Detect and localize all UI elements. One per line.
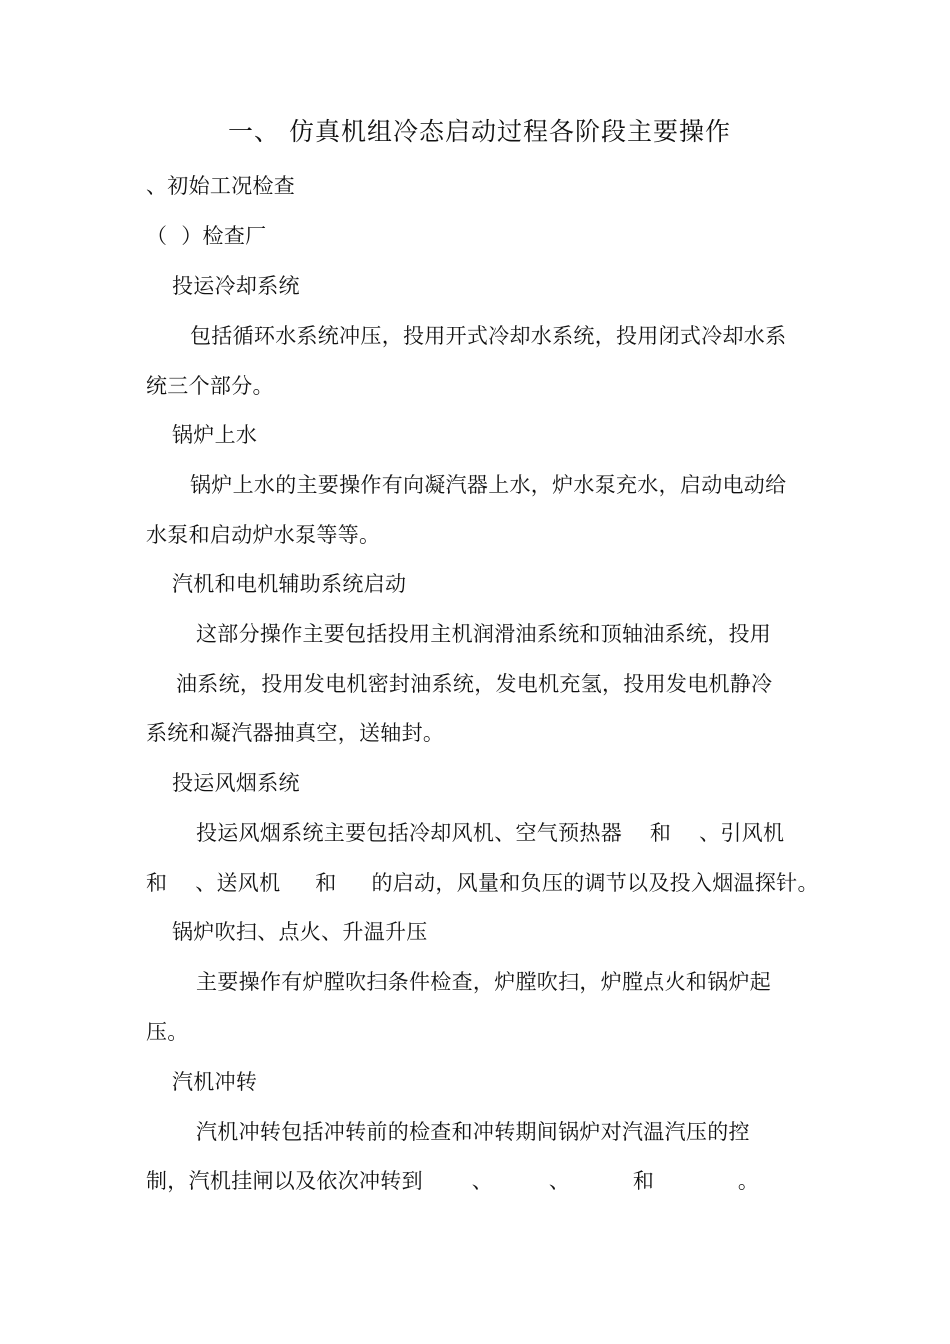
document-title: 一、 仿真机组冷态启动过程各阶段主要操作: [228, 117, 731, 146]
heading-initial-check: 、初始工况检查: [146, 174, 296, 198]
paragraph-line: 和 、送风机 和 的启动，风量和负压的调节以及投入烟温探针。: [146, 871, 819, 895]
subheading-air-flue: 投运风烟系统: [172, 771, 300, 795]
paragraph-line: 汽机冲转包括冲转前的检查和冲转期间锅炉对汽温汽压的控: [196, 1120, 750, 1144]
subheading-turbine-roll: 汽机冲转: [172, 1070, 258, 1094]
paragraph-line: 制，汽机挂闸以及依次冲转到 、 、 和 。: [146, 1169, 760, 1193]
subheading-plant-check: （ ）检查厂: [146, 224, 267, 248]
paragraph-line: 这部分操作主要包括投用主机润滑油系统和顶轴油系统，投用: [196, 622, 772, 646]
subheading-boiler-purge: 锅炉吹扫、点火、升温升压: [172, 920, 428, 944]
paragraph-line: 统三个部分。: [146, 374, 274, 398]
paragraph-line: 投运风烟系统主要包括冷却风机、空气预热器 和 、引风机: [196, 821, 785, 845]
paragraph-line: 包括循环水系统冲压，投用开式冷却水系统，投用闭式冷却水系: [190, 324, 787, 348]
paragraph-line: 油系统，投用发电机密封油系统，发电机充氢，投用发电机静冷: [176, 672, 773, 696]
subheading-turbine-aux: 汽机和电机辅助系统启动: [172, 572, 407, 596]
paragraph-line: 水泵和启动炉水泵等等。: [146, 523, 381, 547]
subheading-boiler-water: 锅炉上水: [172, 423, 258, 447]
paragraph-line: 压。: [146, 1020, 189, 1044]
paragraph-line: 锅炉上水的主要操作有向凝汽器上水，炉水泵充水，启动电动给: [190, 473, 787, 497]
paragraph-line: 主要操作有炉膛吹扫条件检查，炉膛吹扫，炉膛点火和锅炉起: [196, 970, 772, 994]
subheading-cooling-system: 投运冷却系统: [172, 274, 300, 298]
paragraph-line: 系统和凝汽器抽真空，送轴封。: [146, 721, 445, 745]
